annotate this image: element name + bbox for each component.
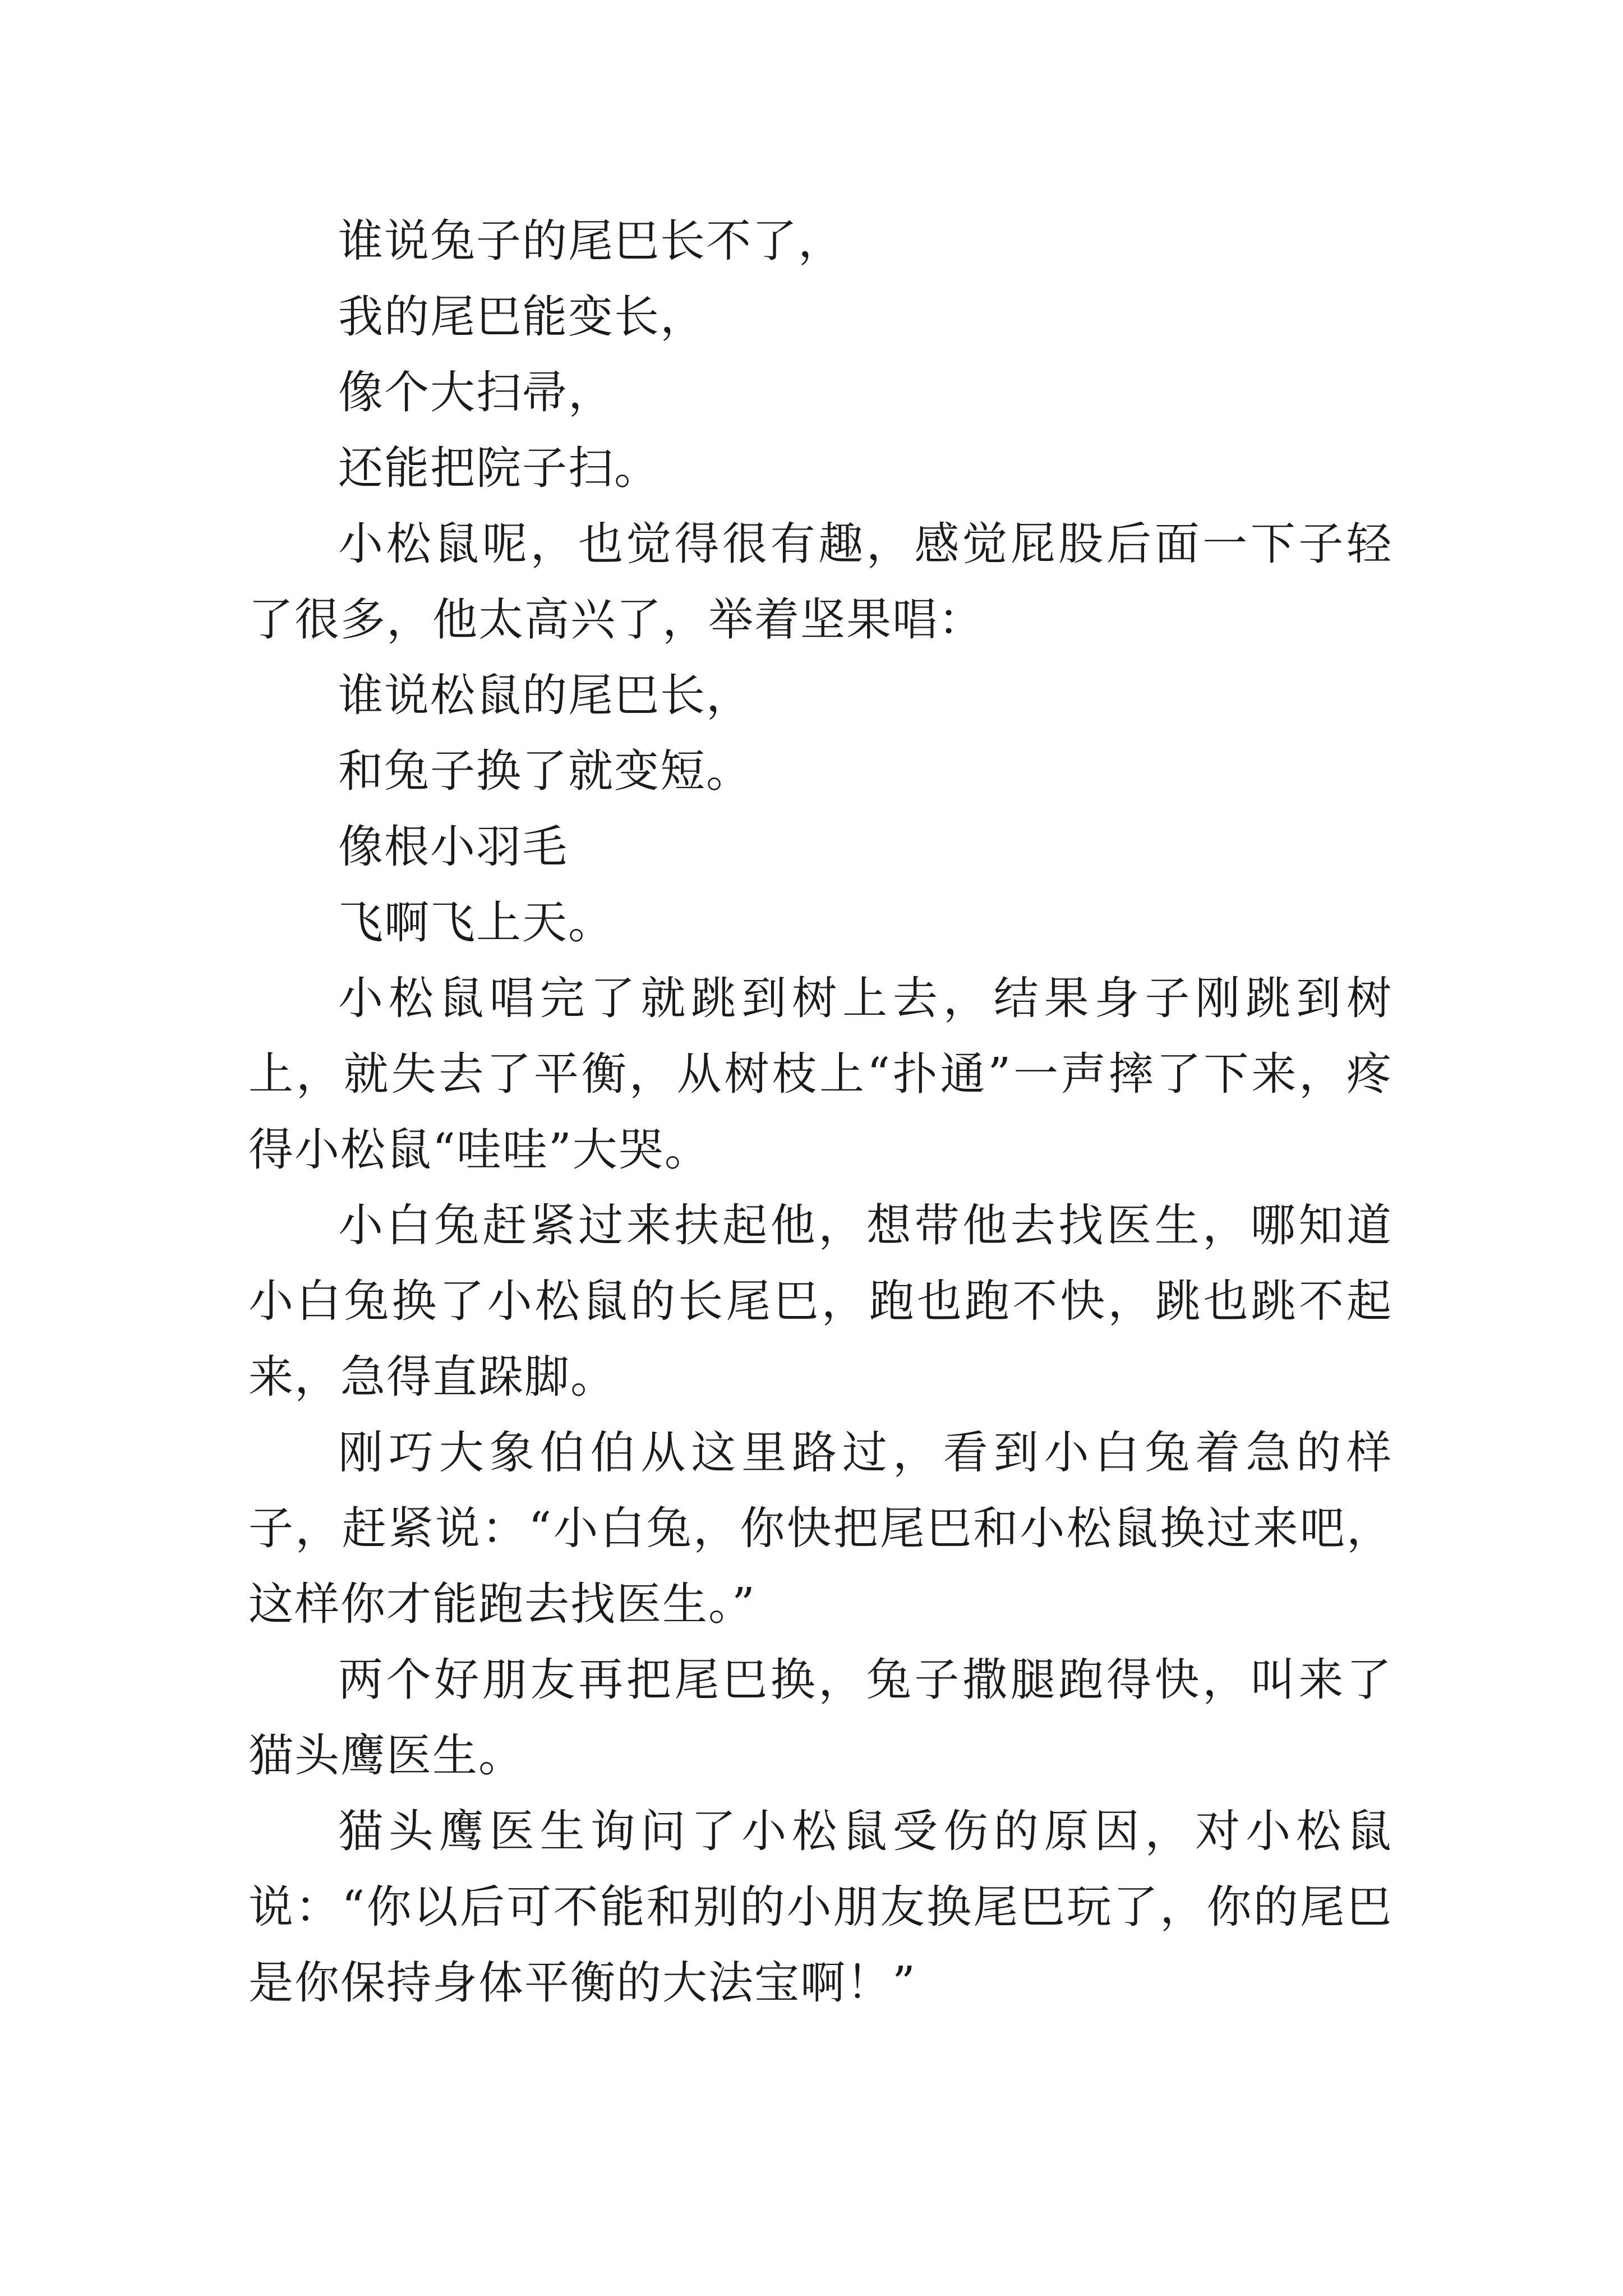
paragraph: 刚巧大象伯伯从这里路过，看到小白兔着急的样子，赶紧说：“小白兔，你快把尾巴和小松鼠换过来吧，这样你才能跑去找医生。” bbox=[248, 1427, 1393, 1630]
poem-line: 像根小羽毛 bbox=[338, 821, 568, 873]
paragraph: 两个好朋友再把尾巴换，兔子撒腿跑得快，叫来了猫头鹰医生。 bbox=[248, 1654, 1393, 1782]
paragraph: 小松鼠呢，也觉得很有趣，感觉屁股后面一下子轻了很多，他太高兴了，举着坚果唱： bbox=[248, 518, 1393, 646]
poem-line: 和兔子换了就变短。 bbox=[338, 745, 752, 797]
poem-line: 飞啊飞上天。 bbox=[338, 896, 614, 949]
poem-line: 还能把院子扫。 bbox=[338, 442, 660, 494]
poem-line: 我的尾巴能变长， bbox=[338, 291, 706, 343]
paragraph: 猫头鹰医生询问了小松鼠受伤的原因，对小松鼠说：“你以后可不能和别的小朋友换尾巴玩了，你的尾巴是你保持身体平衡的大法宝啊！” bbox=[248, 1805, 1393, 2009]
paragraph: 小松鼠唱完了就跳到树上去，结果身子刚跳到树上，就失去了平衡，从树枝上“扑通”一声摔了下来，疼得小松鼠“哇哇”大哭。 bbox=[248, 972, 1393, 1176]
paragraph: 小白兔赶紧过来扶起他，想带他去找医生，哪知道小白兔换了小松鼠的长尾巴，跑也跑不快，跳也跳不起来，急得直跺脚。 bbox=[248, 1199, 1393, 1403]
story-text bbox=[248, 203, 1393, 2021]
poem-line: 谁说兔子的尾巴长不了， bbox=[338, 215, 844, 267]
poem-line: 像个大扫帚， bbox=[338, 366, 614, 418]
poem-line: 谁说松鼠的尾巴长， bbox=[338, 669, 752, 721]
